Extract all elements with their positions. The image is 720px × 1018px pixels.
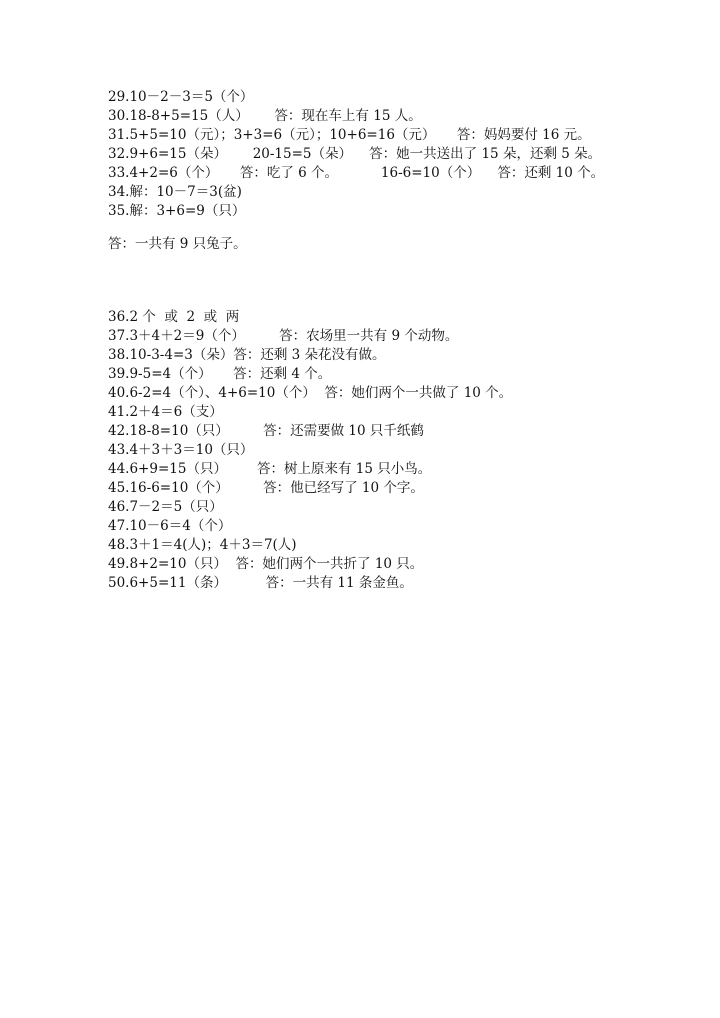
answer-44: 44.6+9=15（只） 答：树上原来有 15 只小鸟。 [108,461,432,477]
answer-30: 30.18-8+5=15（人） 答：现在车上有 15 人。 [108,108,422,124]
answer-47: 47.10－6＝4（个） [108,518,232,534]
answer-33: 33.4+2=6（个） 答：吃了 6 个。 16-6=10（个） 答：还剩 10 个。 [108,165,605,181]
answer-48: 48.3＋1＝4(人)；4＋3＝7(人) [108,537,297,553]
answer-41: 41.2＋4＝6（支） [108,404,223,420]
answer-35-conclusion: 答：一共有 9 只兔子。 [108,236,247,252]
answer-39: 39.9-5=4（个） 答：还剩 4 个。 [108,366,332,382]
answer-37: 37.3＋4＋2＝9（个） 答：农场里一共有 9 个动物。 [108,328,459,344]
answer-42: 42.18-8=10（只） 答：还需要做 10 只千纸鹤 [108,423,424,439]
answer-29: 29.10－2－3＝5（个） [108,89,254,105]
answer-43: 43.4＋3＋3＝10（只） [108,442,254,458]
answer-32: 32.9+6=15（朵） 20-15=5（朵） 答：她一共送出了 15 朵，还剩 5 朵。 [108,146,602,162]
answer-36: 36.2 个 或 2 或 两 [108,309,240,325]
answer-45: 45.16-6=10（个） 答：他已经写了 10 个字。 [108,480,424,496]
answer-49: 49.8+2=10（只） 答：她们两个一共折了 10 只。 [108,556,424,572]
answer-31: 31.5+5=10（元）；3+3=6（元）；10+6=16（元） 答：妈妈要付 16 元。 [108,127,591,143]
answer-38: 38.10-3-4=3（朵）答：还剩 3 朵花没有做。 [108,347,386,363]
answer-40: 40.6-2=4（个）、4+6=10（个） 答：她们两个一共做了 10 个。 [108,385,513,401]
answer-46: 46.7－2＝5（只） [108,499,223,515]
answer-50: 50.6+5=11（条） 答：一共有 11 条金鱼。 [108,575,413,591]
answer-34: 34.解：10－7＝3(盆) [108,184,242,200]
answer-35: 35.解：3+6=9（只） [108,203,246,219]
